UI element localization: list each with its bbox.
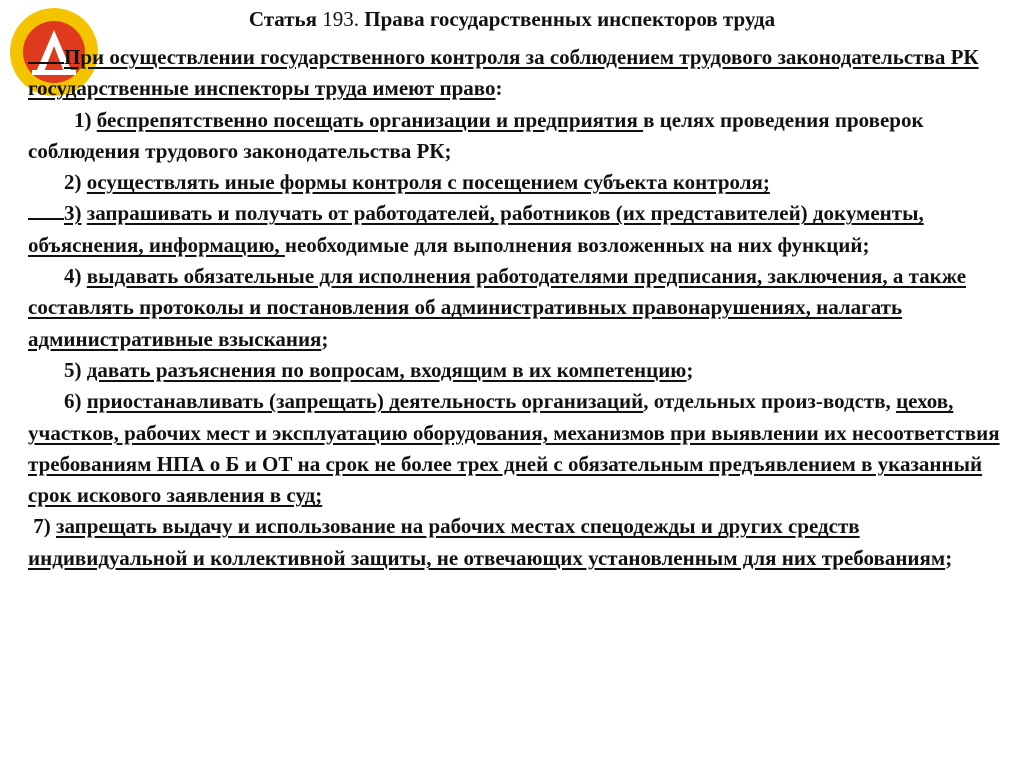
intro-tail: : [495,76,503,101]
item-num: 1) [74,107,92,132]
item-num: 3) [64,201,82,226]
list-item-3 [28,198,1000,261]
page-title [0,6,1024,32]
item-middle: , отдельных произ-водств, [643,389,897,414]
item-underlined: запрещать выдачу и использование на рабочих местах спецодежды и других средств индивидуальной и коллективной защиты, не отвечающих установленным для них требованиям [28,514,946,570]
list-item-6 [28,386,1000,511]
list-item-2 [28,167,1000,198]
item-underlined: выдавать обязательные для исполнения работодателями предписания, заключения, а также составлять протоколы и постановления об административных правонарушениях, налагать административные взыскания [28,264,967,351]
item-rest: ; [686,357,694,382]
item-num: 4) [64,264,82,289]
item-rest: ; [945,545,953,570]
item-rest: необходимые для выполнения возложенных на них функций; [284,232,870,257]
item-rest: в целях проведения проверок соблюдения трудового законодательства РК; [28,107,924,163]
item-num: 5) [64,357,82,382]
item-rest: ; [321,326,329,351]
item-num: 2) [64,170,82,195]
list-item-5 [28,355,1000,386]
item-underlined: беспрепятственно посещать организации и предприятия [96,107,644,132]
title-number: 193. [322,7,360,31]
title-prefix: Статья [248,7,318,31]
list-item-1 [28,105,1000,168]
article-body [28,42,1000,574]
list-item-4 [28,261,1000,355]
item-num: 7) [33,514,51,539]
item-underlined: приостанавливать (запрещать) деятельность организаций [86,389,644,414]
item-num: 6) [64,389,82,414]
list-item-7 [28,511,1000,574]
item-underlined: осуществлять иные формы контроля с посещением субъекта контроля; [86,170,770,195]
intro-text: При осуществлении государственного контроля за соблюдением трудового законодательства РК государственные инспекторы труда имеют право [28,45,979,101]
intro-paragraph [28,42,1000,105]
title-text: Права государственных инспекторов труда [364,7,776,31]
item-underlined-2: цехов, участков, рабочих мест и эксплуатацию оборудования, механизмов при выявлении их несоответствия требованиям НПА о Б и ОТ на срок не более трех дней с обязательным предъявлением в указанный срок искового заявления в суд; [28,389,1000,508]
item-underlined: давать разъяснения по вопросам, входящим в их компетенцию [86,357,687,382]
item-underlined: запрашивать и получать от работодателей, работников (их представителей) документы, объяснения, информацию, [28,201,924,257]
indent-underline [28,48,64,64]
